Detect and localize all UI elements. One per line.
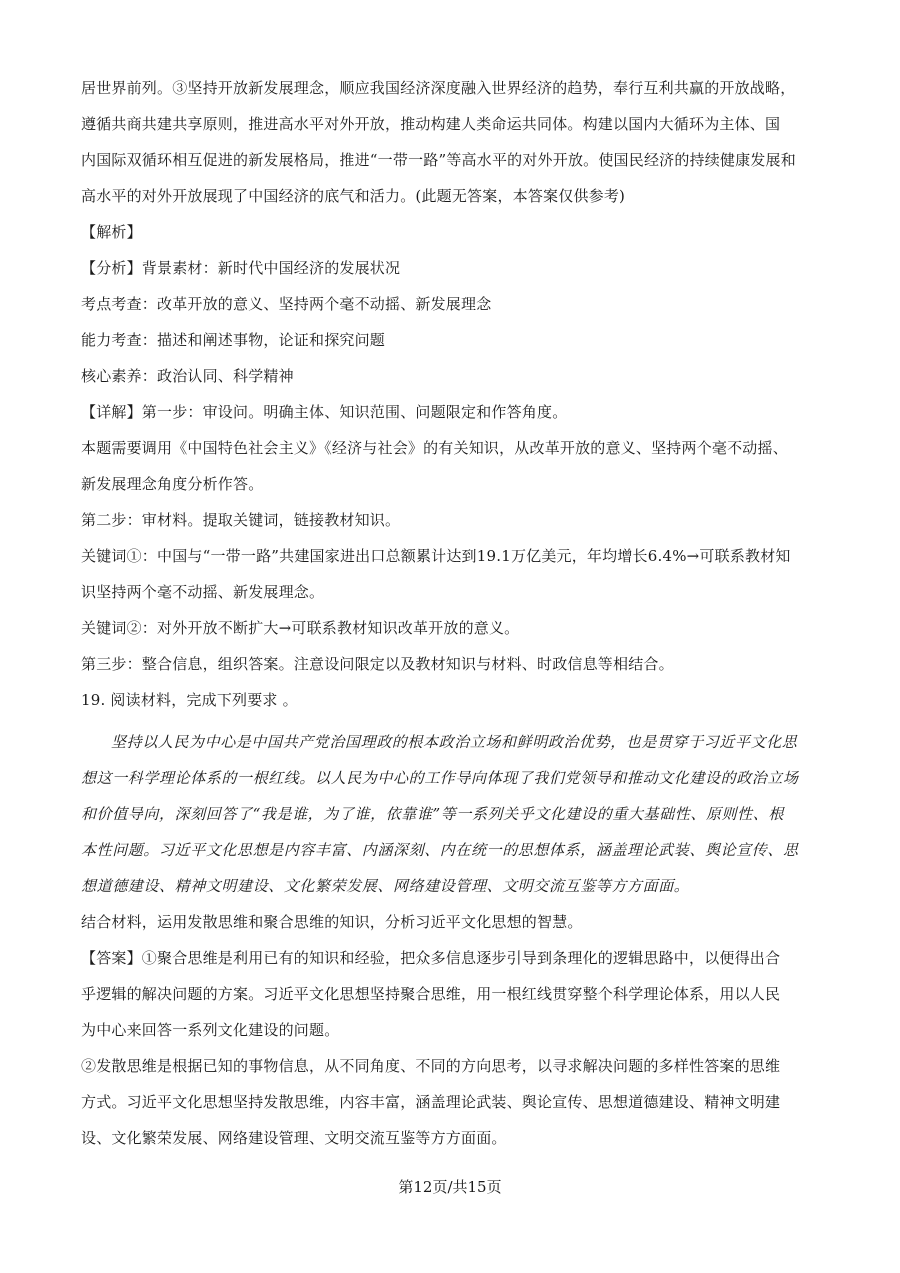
text-line: 高水平的对外开放展现了中国经济的底气和活力。(此题无答案，本答案仅供参考) [81,187,626,205]
text-line: 能力考查：描述和阐述事物，论证和探究问题 [81,331,386,349]
text-line: 【分析】背景素材：新时代中国经济的发展状况 [81,259,401,277]
text-line: 遵循共商共建共享原则，推进高水平对外开放，推动构建人类命运共同体。构建以国内大循环为主体、国 [81,115,781,133]
text-line: 第二步：审材料。提取关键词，链接教材知识。 [81,511,401,529]
text-line: 新发展理念角度分析作答。 [81,475,264,493]
reading-passage [81,724,823,904]
text-line: 设、文化繁荣发展、网络建设管理、文明交流互鉴等方方面面。 [81,1129,507,1147]
document-page [81,70,823,1156]
passage-line: 坚持以人民为中心是中国共产党治国理政的根本政治立场和鲜明政治优势，也是贯穿于习近平文化思 [111,733,798,751]
question-19-title: 19. 阅读材料，完成下列要求 。 [81,691,298,709]
text-line: 【答案】①聚合思维是利用已有的知识和经验，把众多信息逐步引导到条理化的逻辑思路中，以便得出合 [81,949,781,967]
text-line: 核心素养：政治认同、科学精神 [81,367,294,385]
text-line: 为中心来回答一系列文化建设的问题。 [81,1021,340,1039]
text-line: 关键词①：中国与“一带一路”共建国家进出口总额累计达到19.1万亿美元，年均增长6.4%→可联系教材知 [81,547,791,565]
passage-line: 本性问题。习近平文化思想是内容丰富、内涵深刻、内在统一的思想体系，涵盖理论武装、舆论宣传、思 [81,841,799,859]
analysis-section [81,214,823,682]
text-line: 第三步：整合信息，组织答案。注意设问限定以及教材知识与材料、时政信息等相结合。 [81,655,674,673]
text-line: 关键词②：对外开放不断扩大→可联系教材知识改革开放的意义。 [81,619,520,637]
text-line: 考点考查：改革开放的意义、坚持两个毫不动摇、新发展理念 [81,295,492,313]
text-line: 本题需要调用《中国特色社会主义》《经济与社会》的有关知识，从改革开放的意义、坚持两个毫不动摇、 [81,439,788,457]
passage-line: 想这一科学理论体系的一根红线。以人民为中心的工作导向体现了我们党领导和推动文化建设的政治立场 [81,769,799,787]
analysis-heading: 【解析】 [81,223,142,241]
text-line: 识坚持两个毫不动摇、新发展理念。 [81,583,325,601]
text-line: 内国际双循环相互促进的新发展格局，推进“一带一路”等高水平的对外开放。使国民经济的持续健康发展和 [81,151,796,169]
passage-line: 和价值导向，深刻回答了“我是谁，为了谁，依靠谁”等一系列关乎文化建设的重大基础性、原则性、根 [81,805,784,823]
page-number-footer: 第12页/共15页 [398,1178,502,1196]
text-line: 方式。习近平文化思想坚持发散思维，内容丰富，涵盖理论武装、舆论宣传、思想道德建设、精神文明建 [81,1093,781,1111]
text-line: 居世界前列。③坚持开放新发展理念，顺应我国经济深度融入世界经济的趋势，奉行互利共赢的开放战略， [81,79,796,97]
text-line: 【详解】第一步：审设问。明确主体、知识范围、问题限定和作答角度。 [81,403,568,421]
answer-continuation [81,70,823,214]
passage-line: 想道德建设、精神文明建设、文化繁荣发展、网络建设管理、文明交流互鉴等方方面面。 [81,877,690,895]
text-line: ②发散思维是根据已知的事物信息，从不同角度、不同的方向思考，以寻求解决问题的多样性答案的思维 [81,1057,781,1075]
answer-section [81,940,823,1156]
text-line: 乎逻辑的解决问题的方案。习近平文化思想坚持聚合思维，用一根红线贯穿整个科学理论体系，用以人民 [81,985,781,1003]
question-task: 结合材料，运用发散思维和聚合思维的知识，分析习近平文化思想的智慧。 [81,913,583,931]
